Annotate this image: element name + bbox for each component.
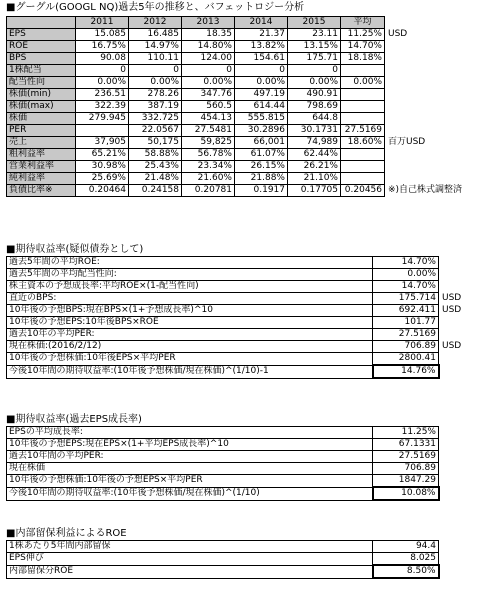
section1-title: ■グーグル(GOOGL NQ)過去5年の推移と、バフェットロジー分析 (6, 2, 305, 13)
value-cell: 0 (288, 65, 341, 77)
value-cell: 332.725 (129, 113, 182, 125)
row-label: 配当性向 (7, 77, 76, 89)
value-cell: 2800.41 (373, 353, 439, 366)
row-label: 10年後の予想株価:10年後EPS×平均PER (7, 353, 373, 366)
unit-note: USD (388, 29, 408, 39)
table-row (7, 101, 475, 113)
table-row (7, 65, 475, 77)
table-row (7, 173, 475, 185)
row-label: ROE (7, 41, 76, 53)
value-cell: 15.085 (76, 29, 129, 41)
unit-note (385, 65, 475, 77)
unit-note (385, 149, 475, 161)
table-row (7, 553, 439, 566)
unit-note (385, 161, 475, 173)
value-cell: 278.26 (129, 89, 182, 101)
value-cell: 387.19 (129, 101, 182, 113)
table-row (7, 475, 439, 488)
value-cell: 37,905 (76, 137, 129, 149)
unit-note (385, 125, 475, 137)
value-cell: 175.71 (288, 53, 341, 65)
row-label: EPS伸び (7, 553, 373, 566)
value-cell: 555.815 (235, 113, 288, 125)
unit-note (385, 53, 475, 65)
value-cell: 0.24158 (129, 185, 182, 197)
value-cell: 14.70% (373, 281, 439, 293)
row-label: 株価 (7, 113, 76, 125)
value-cell: 0 (182, 65, 235, 77)
table-row (7, 427, 439, 439)
value-cell: 25.69% (76, 173, 129, 185)
value-cell: 347.76 (182, 89, 235, 101)
value-cell: 21.48% (129, 173, 182, 185)
table-row (7, 41, 475, 53)
value-cell: 21.10% (288, 173, 341, 185)
table-row (7, 305, 469, 317)
value-cell (341, 173, 385, 185)
value-cell (341, 113, 385, 125)
row-label: 株価(max) (7, 101, 76, 113)
value-cell: 0.20781 (182, 185, 235, 197)
table-row (7, 293, 469, 305)
unit-note (439, 281, 469, 293)
value-cell: 454.13 (182, 113, 235, 125)
table-row (7, 281, 469, 293)
value-cell (341, 89, 385, 101)
bond-return-table (6, 256, 469, 379)
table-row (7, 487, 439, 500)
value-cell: 26.21% (288, 161, 341, 173)
unit-note: ※)自己株式調整済 (388, 185, 463, 195)
table-row (7, 29, 475, 41)
unit-note (385, 113, 475, 125)
blank-cell (385, 17, 475, 29)
row-label: 直近のBPS: (7, 293, 373, 305)
value-cell: 90.08 (76, 53, 129, 65)
value-cell: 21.60% (182, 173, 235, 185)
table-row (7, 329, 469, 341)
value-cell (341, 65, 385, 77)
value-cell: 25.43% (129, 161, 182, 173)
table-row (7, 317, 469, 329)
value-cell: 0.20456 (341, 185, 385, 197)
unit-note: USD (442, 293, 462, 303)
unit-note: USD (442, 341, 462, 351)
value-cell: 0 (235, 65, 288, 77)
table-row (7, 113, 475, 125)
value-cell: 62.44% (288, 149, 341, 161)
table-row (7, 341, 469, 353)
history-table (6, 16, 475, 197)
row-label: 内部留保分ROE (7, 565, 373, 578)
value-cell: 65.21% (76, 149, 129, 161)
column-header (7, 17, 76, 29)
row-label: 営業利益率 (7, 161, 76, 173)
table-row (7, 565, 439, 578)
value-cell: 13.15% (288, 41, 341, 53)
row-label: 過去10年間の平均PER: (7, 451, 373, 463)
value-cell: 0.00% (341, 77, 385, 89)
value-cell: 22.0567 (129, 125, 182, 137)
row-label: 株価(min) (7, 89, 76, 101)
table-row (7, 269, 469, 281)
value-cell: 101.77 (373, 317, 439, 329)
value-cell: 56.78% (182, 149, 235, 161)
value-cell: 0.20464 (76, 185, 129, 197)
value-cell: 497.19 (235, 89, 288, 101)
table-row (7, 541, 439, 553)
row-label: 1株あたり5年間内部留保 (7, 541, 373, 553)
value-cell: 21.37 (235, 29, 288, 41)
value-cell (341, 101, 385, 113)
header-row (7, 17, 475, 29)
value-cell: 14.70% (341, 41, 385, 53)
value-cell (341, 161, 385, 173)
table-row (7, 439, 439, 451)
row-label: EPS (7, 29, 76, 41)
unit-note (385, 89, 475, 101)
unit-note (385, 77, 475, 89)
row-label: 10年後の予想EPS:10年後BPS×ROE (7, 317, 373, 329)
table-row (7, 257, 469, 269)
row-label: 過去10年の平均PER: (7, 329, 373, 341)
row-label: PER (7, 125, 76, 137)
value-cell: 0 (129, 65, 182, 77)
value-cell: 236.51 (76, 89, 129, 101)
value-cell: 18.60% (341, 137, 385, 149)
value-cell: 560.5 (182, 101, 235, 113)
value-cell: 0.00% (235, 77, 288, 89)
table-row (7, 451, 439, 463)
value-cell: 0.00% (76, 77, 129, 89)
column-header: 平均 (341, 17, 385, 29)
unit-note: USD (442, 305, 462, 315)
value-cell: 692.411 (373, 305, 439, 317)
value-cell: 94.4 (373, 541, 439, 553)
value-cell: 27.5169 (341, 125, 385, 137)
row-label: 現在株価:(2016/2/12) (7, 341, 373, 353)
table-row (7, 463, 439, 475)
unit-note (439, 317, 469, 329)
value-cell: 13.82% (235, 41, 288, 53)
value-cell: 23.34% (182, 161, 235, 173)
value-cell: 67.1331 (373, 439, 439, 451)
value-cell: 0 (76, 65, 129, 77)
unit-note (439, 257, 469, 269)
unit-note (439, 365, 469, 378)
row-label: 過去5年間の平均配当性向: (7, 269, 373, 281)
value-cell: 644.8 (288, 113, 341, 125)
value-cell: 61.07% (235, 149, 288, 161)
value-cell: 74,989 (288, 137, 341, 149)
row-label: 今後10年間の期待収益率:(10年後予想株価/現在株価)^(1/10)-1 (7, 365, 373, 378)
row-label: 10年後の予想BPS:現在BPS×(1+予想成長率)^10 (7, 305, 373, 317)
section2-title: ■期待収益率(疑似債券として) (6, 244, 144, 255)
value-cell (76, 125, 129, 137)
value-cell: 798.69 (288, 101, 341, 113)
table-row (7, 365, 469, 378)
value-cell: 706.89 (373, 341, 439, 353)
column-header: 2013 (182, 17, 235, 29)
value-cell: 8.50% (373, 565, 439, 578)
value-cell: 18.18% (341, 53, 385, 65)
value-cell: 0.00% (129, 77, 182, 89)
row-label: 1株配当 (7, 65, 76, 77)
table-row (7, 185, 475, 197)
unit-note (385, 41, 475, 53)
eps-growth-table (6, 426, 440, 501)
value-cell: 21.88% (235, 173, 288, 185)
value-cell: 30.98% (76, 161, 129, 173)
table-row (7, 161, 475, 173)
column-header: 2015 (288, 17, 341, 29)
unit-note (439, 269, 469, 281)
table-row (7, 53, 475, 65)
value-cell: 154.61 (235, 53, 288, 65)
unit-note (385, 101, 475, 113)
value-cell: 58.88% (129, 149, 182, 161)
value-cell: 26.15% (235, 161, 288, 173)
value-cell: 27.5481 (182, 125, 235, 137)
value-cell: 490.91 (288, 89, 341, 101)
row-label: EPSの平均成長率: (7, 427, 373, 439)
column-header: 2011 (76, 17, 129, 29)
value-cell: 8.025 (373, 553, 439, 566)
section4-title: ■内部留保利益によるROE (6, 528, 127, 539)
value-cell: 14.97% (129, 41, 182, 53)
table-row (7, 353, 469, 366)
row-label: 純利益率 (7, 173, 76, 185)
value-cell: 59,825 (182, 137, 235, 149)
value-cell: 614.44 (235, 101, 288, 113)
value-cell: 124.00 (182, 53, 235, 65)
value-cell: 23.11 (288, 29, 341, 41)
row-label: 過去5年間の平均ROE: (7, 257, 373, 269)
value-cell: 30.2896 (235, 125, 288, 137)
row-label: 株主資本の予想成長率:平均ROE×(1-配当性向) (7, 281, 373, 293)
value-cell: 14.70% (373, 257, 439, 269)
table-row (7, 137, 475, 149)
value-cell: 706.89 (373, 463, 439, 475)
column-header: 2012 (129, 17, 182, 29)
row-label: 現在株価 (7, 463, 373, 475)
unit-note (385, 173, 475, 185)
value-cell (341, 149, 385, 161)
unit-note (439, 329, 469, 341)
value-cell: 16.485 (129, 29, 182, 41)
value-cell: 27.5169 (373, 451, 439, 463)
value-cell: 66,001 (235, 137, 288, 149)
table-row (7, 89, 475, 101)
retained-earnings-table (6, 540, 440, 579)
value-cell: 10.08% (373, 487, 439, 500)
value-cell: 110.11 (129, 53, 182, 65)
row-label: 粗利益率 (7, 149, 76, 161)
value-cell: 0.00% (288, 77, 341, 89)
value-cell: 27.5169 (373, 329, 439, 341)
value-cell: 0.1917 (235, 185, 288, 197)
value-cell: 50,175 (129, 137, 182, 149)
value-cell: 16.75% (76, 41, 129, 53)
value-cell: 30.1731 (288, 125, 341, 137)
row-label: 売上 (7, 137, 76, 149)
row-label: 10年後の予想株価:10年後の予想EPS×平均PER (7, 475, 373, 488)
value-cell: 0.00% (373, 269, 439, 281)
value-cell: 175.714 (373, 293, 439, 305)
section3-title: ■期待収益率(過去EPS成長率) (6, 414, 142, 425)
row-label: 負債比率※ (7, 185, 76, 197)
row-label: BPS (7, 53, 76, 65)
value-cell: 322.39 (76, 101, 129, 113)
value-cell: 11.25% (341, 29, 385, 41)
unit-note: 百万USD (388, 137, 426, 147)
table-row (7, 149, 475, 161)
column-header: 2014 (235, 17, 288, 29)
value-cell: 18.35 (182, 29, 235, 41)
table-row (7, 77, 475, 89)
row-label: 今後10年間の期待収益率:(10年後予想株価/現在株価)^(1/10) (7, 487, 373, 500)
value-cell: 11.25% (373, 427, 439, 439)
unit-note (439, 353, 469, 366)
table-row (7, 125, 475, 137)
value-cell: 14.80% (182, 41, 235, 53)
row-label: 10年後の予想EPS:現在EPS×(1+平均EPS成長率)^10 (7, 439, 373, 451)
value-cell: 0.17705 (288, 185, 341, 197)
value-cell: 1847.29 (373, 475, 439, 488)
value-cell: 0.00% (182, 77, 235, 89)
value-cell: 279.945 (76, 113, 129, 125)
value-cell: 14.76% (373, 365, 439, 378)
